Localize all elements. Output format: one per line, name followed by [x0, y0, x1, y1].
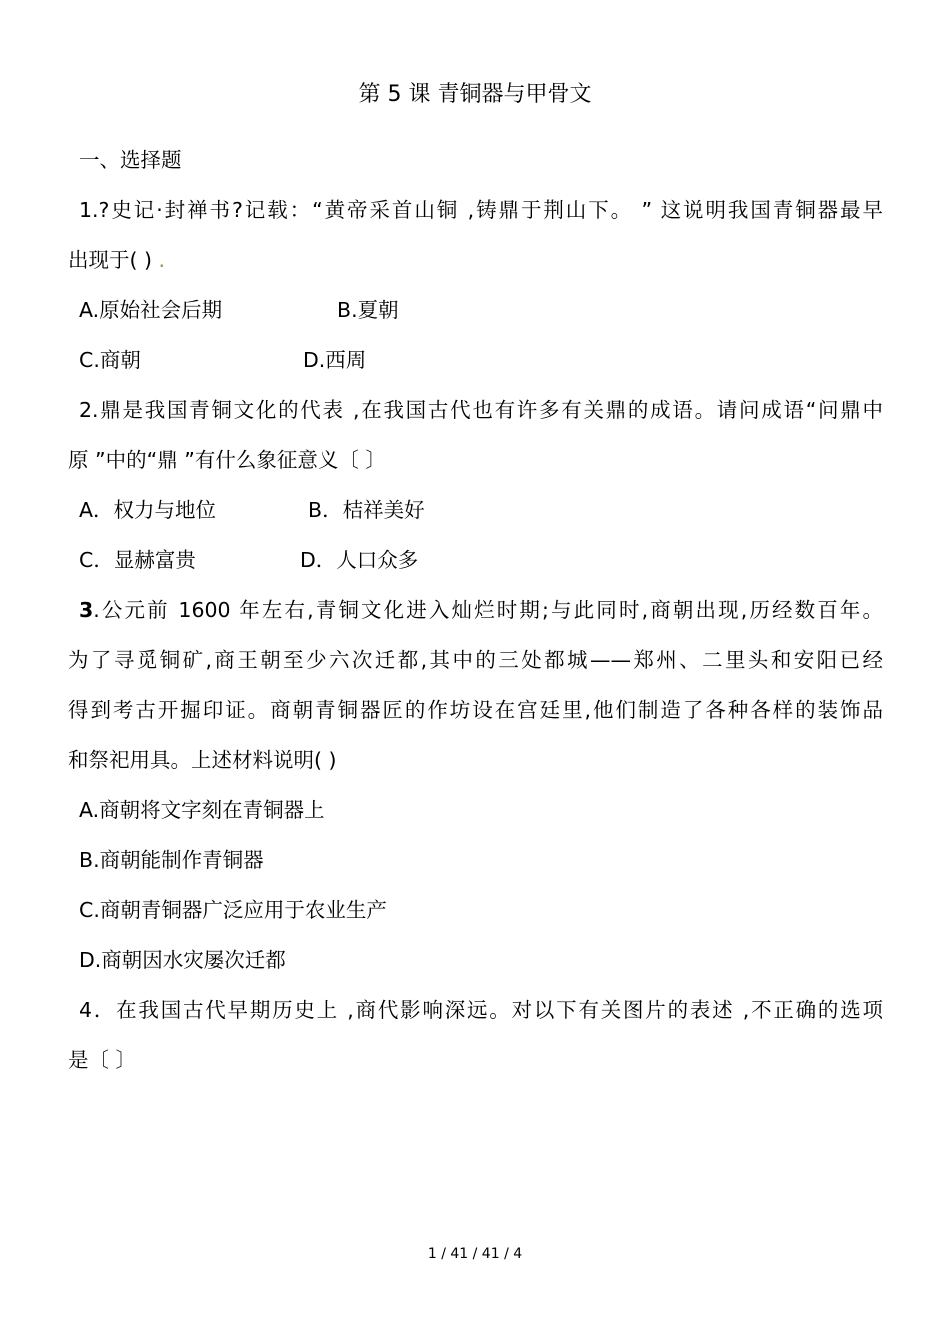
question-3-option-a: A.商朝将文字刻在青铜器上	[79, 798, 325, 822]
question-3-option-b: B.商朝能制作青铜器	[79, 848, 264, 872]
question-1-dot: .	[158, 248, 166, 272]
question-3-option-d: D.商朝因水灾屡次迁都	[79, 948, 286, 972]
question-3-line-3: 得到考古开掘印证。商朝青铜器匠的作坊设在宫廷里,他们制造了各种各样的装饰品	[68, 698, 883, 722]
section-heading: 一、选择题	[79, 148, 182, 172]
question-2-option-d: D．人口众多	[300, 548, 419, 572]
question-2-options-row-1	[79, 493, 883, 527]
question-1-line-2-text: 出现于( )	[68, 248, 153, 272]
question-4-line-2: 是〔 〕	[68, 1048, 137, 1072]
question-2-line-2: 原 ”中的“鼎 ”有什么象征意义〔 〕	[68, 448, 386, 472]
question-1-option-a: A.原始社会后期	[79, 298, 223, 322]
question-4-line-1: 4．在我国古代早期历史上 ,商代影响深远。对以下有关图片的表述 ,不正确的选项	[79, 998, 883, 1022]
question-1-line-2	[68, 243, 883, 277]
question-3-line-1-text: .公元前 1600 年左右,青铜文化进入灿烂时期;与此同时,商朝出现,历经数百年。	[93, 598, 883, 622]
question-2-option-c: C．显赫富贵	[79, 548, 196, 572]
question-1-options-row-1	[79, 293, 883, 327]
question-1-options-row-2	[79, 343, 883, 377]
question-1-line-1: 1.?史记·封禅书?记载：“黄帝采首山铜 ,铸鼎于荆山下。 ” 这说明我国青铜器最早	[79, 198, 883, 222]
question-3-line-4: 和祭祀用具。上述材料说明( )	[68, 748, 337, 772]
question-2-option-a: A．权力与地位	[79, 498, 217, 522]
question-3-line-2: 为了寻觅铜矿,商王朝至少六次迁都,其中的三处都城——郑州、二里头和安阳已经	[68, 648, 883, 672]
question-1-option-d: D.西周	[303, 348, 367, 372]
page-title: 第 5 课 青铜器与甲骨文	[358, 82, 592, 107]
question-3-line-1	[79, 593, 883, 627]
question-2-option-b: B．桔祥美好	[308, 498, 425, 522]
question-1-option-c: C.商朝	[79, 348, 141, 372]
question-3-option-c: C.商朝青铜器广泛应用于农业生产	[79, 898, 387, 922]
page-number-footer: 1 / 41 / 41 / 4	[427, 1246, 523, 1262]
question-2-options-row-2	[79, 543, 883, 577]
question-3-number: 3	[79, 598, 94, 622]
question-1-option-b: B.夏朝	[337, 298, 399, 322]
question-2-line-1: 2.鼎是我国青铜文化的代表 ,在我国古代也有许多有关鼎的成语。请问成语“问鼎中	[79, 398, 883, 422]
